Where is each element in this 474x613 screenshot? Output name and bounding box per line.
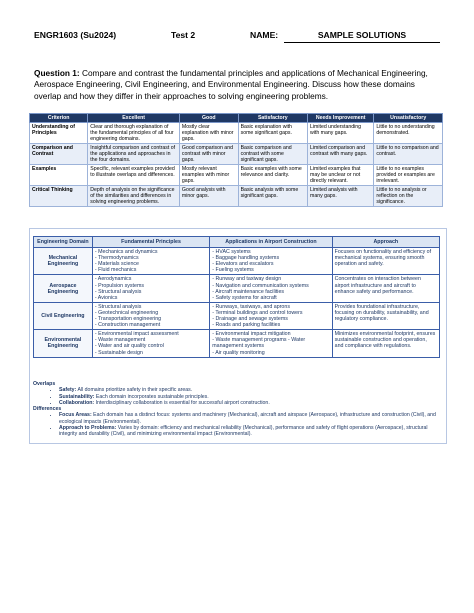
- application-item: - Safety systems for aircraft: [212, 294, 277, 301]
- application-item: - Terminal buildings and control towers: [212, 309, 303, 316]
- overlap-term: Collaboration:: [59, 399, 95, 406]
- principle-item: - Construction management: [94, 322, 161, 329]
- rubric-cell: Basic analysis with some significant gaps.: [238, 186, 307, 207]
- rubric-cell: Basic explanation with some significant gaps.: [238, 123, 307, 144]
- rubric-row: [30, 186, 443, 207]
- application-item: - Baggage handling systems: [212, 255, 280, 262]
- rubric-cell: Good analysis with minor gaps.: [179, 186, 238, 207]
- approach-cell: Provides foundational infrastructure, focusing on durability, sustainability, and regulatory compliance.: [332, 302, 439, 329]
- question-body: Compare and contrast the fundamental principles and applications of Mechanical Engineering, Aerospace Engineering, Civil Engineering, and Environmental Engineering. Discuss how these domains overlap and how they differ in their approaches to solving engineering problems.: [34, 68, 428, 101]
- rubric-table: [29, 113, 443, 207]
- difference-term: Approach to Problems:: [59, 425, 117, 432]
- approach-cell: Concentrates on interaction between airport infrastructure and aircraft to enhance safety and performance.: [332, 275, 439, 302]
- principle-item: - Transportation engineering: [94, 316, 162, 323]
- rubric-row: [30, 165, 443, 186]
- rubric-cell: Limited understanding with many gaps.: [308, 123, 374, 144]
- overlap-text: Interdisciplinary collaboration is essential for successful airport construction.: [94, 399, 270, 406]
- domain-name: Mechanical Engineering: [34, 248, 93, 275]
- rubric-cell: Examples: [30, 165, 88, 186]
- difference-item: [59, 425, 438, 438]
- applications-cell: [210, 330, 332, 357]
- rubric-cell: Limited analysis with many gaps.: [308, 186, 374, 207]
- application-item: - Runway and taxiway design: [212, 276, 282, 283]
- principle-item: - Materials science: [94, 261, 139, 268]
- rubric-header: Excellent: [88, 114, 180, 123]
- rubric-cell: Little to no comparison and contrast.: [374, 144, 443, 165]
- application-item: - Drainage and sewage systems: [212, 316, 288, 323]
- principles-cell: [92, 275, 209, 302]
- principle-item: - Environmental impact assessment: [94, 331, 179, 338]
- name-label: NAME:: [250, 30, 279, 40]
- rubric-cell: Mostly clear explanation with minor gaps.: [179, 123, 238, 144]
- domain-comparison-table: [33, 236, 440, 358]
- notes-section: [33, 381, 438, 438]
- domain-header: Applications in Airport Construction: [210, 237, 332, 248]
- rubric-cell: Limited comparison and contrast with many gaps.: [308, 144, 374, 165]
- principle-item: - Propulsion systems: [94, 282, 145, 289]
- overlaps-heading: Overlaps: [33, 381, 56, 387]
- question-label: Question 1:: [34, 68, 80, 78]
- domain-header: Engineering Domain: [34, 237, 93, 248]
- rubric-cell: Basic examples with some relevance and clarity.: [238, 165, 307, 186]
- application-item: - Fueling systems: [212, 267, 254, 274]
- principle-item: - Thermodynamics: [94, 255, 139, 262]
- domain-header-row: [34, 237, 440, 248]
- rubric-cell: Understanding of Principles: [30, 123, 88, 144]
- principle-item: - Fluid mechanics: [94, 267, 137, 274]
- difference-text: Varies by domain: efficiency and mechanical reliability (Mechanical), performance and safety of flight operations (Aerospace), structural integrity and durability (Civil), and minimizing environmental impact (Environmental).: [59, 425, 428, 438]
- rubric-cell: Basic comparison and contrast with some significant gaps.: [238, 144, 307, 165]
- principles-cell: [92, 302, 209, 329]
- domain-name: Aerospace Engineering: [34, 275, 93, 302]
- rubric-header: Needs Improvement: [308, 114, 374, 123]
- domain-row: [34, 248, 440, 275]
- domain-header: Fundamental Principles: [92, 237, 209, 248]
- rubric-cell: Little to no examples provided or examples are irrelevant.: [374, 165, 443, 186]
- question-text: [34, 68, 444, 102]
- approach-cell: Minimizes environmental footprint, ensures sustainable construction and operation, and compliance with regulations.: [332, 330, 439, 357]
- rubric-header: Good: [179, 114, 238, 123]
- applications-cell: [210, 275, 332, 302]
- difference-term: Focus Areas:: [59, 412, 92, 419]
- differences-heading: Differences: [33, 406, 62, 413]
- differences-list: [33, 412, 438, 437]
- application-item: - Elevators and escalators: [212, 261, 274, 268]
- rubric-row: [30, 144, 443, 165]
- rubric-cell: Depth of analysis on the significance of the similarities and differences in solving engineering problems.: [88, 186, 180, 207]
- rubric-cell: Little to no analysis or reflection on the significance.: [374, 186, 443, 207]
- rubric-cell: Mostly relevant examples with minor gaps.: [179, 165, 238, 186]
- domain-row: [34, 330, 440, 357]
- domain-row: [34, 275, 440, 302]
- application-item: - Air quality monitoring: [212, 349, 265, 356]
- test-label: Test 2: [171, 30, 196, 40]
- domain-header: Approach: [332, 237, 439, 248]
- application-item: - Environmental impact mitigation: [212, 331, 291, 338]
- domain-row: [34, 302, 440, 329]
- overlap-text: Each domain incorporates sustainable principles.: [94, 393, 209, 400]
- applications-cell: [210, 248, 332, 275]
- principle-item: - Geotechnical engineering: [94, 309, 159, 316]
- page-header: [34, 28, 440, 44]
- principle-item: - Water and air quality control: [94, 343, 164, 350]
- overlap-term: Sustainability:: [59, 393, 95, 400]
- rubric-header-row: [30, 114, 443, 123]
- principle-item: - Structural analysis: [94, 303, 142, 310]
- rubric-cell: Insightful comparison and contrast of the applications and approaches in the four domains.: [88, 144, 180, 165]
- rubric-cell: Good comparison and contrast with minor gaps.: [179, 144, 238, 165]
- principles-cell: [92, 248, 209, 275]
- application-item: - Roads and parking facilities: [212, 322, 281, 329]
- rubric-header: Satisfactory: [238, 114, 307, 123]
- rubric-header: Unsatisfactory: [374, 114, 443, 123]
- rubric-cell: Comparison and Contrast: [30, 144, 88, 165]
- overlap-term: Safety:: [59, 387, 77, 394]
- domain-name: Civil Engineering: [34, 302, 93, 329]
- principle-item: - Sustainable design: [94, 349, 143, 356]
- principle-item: - Waste management: [94, 337, 146, 344]
- application-item: - Navigation and communication systems: [212, 282, 309, 289]
- principle-item: - Mechanics and dynamics: [94, 249, 158, 256]
- application-item: - HVAC systems: [212, 249, 251, 256]
- domain-name: Environmental Engineering: [34, 330, 93, 357]
- rubric-row: [30, 123, 443, 144]
- approach-cell: Focuses on functionality and efficiency of mechanical systems, ensuring smooth operation and safety.: [332, 248, 439, 275]
- rubric-cell: Limited examples that may be unclear or not directly relevant.: [308, 165, 374, 186]
- rubric-header: Criterion: [30, 114, 88, 123]
- difference-text: Each domain has a distinct focus: systems and machinery (Mechanical), aircraft and airspace (Aerospace), infrastructure and construction (Civil), and ecological impacts (Environmental).: [59, 412, 436, 425]
- application-item: - Aircraft maintenance facilities: [212, 288, 285, 295]
- applications-cell: [210, 302, 332, 329]
- rubric-cell: Critical Thinking: [30, 186, 88, 207]
- rubric-cell: Little to no understanding demonstrated.: [374, 123, 443, 144]
- name-value: SAMPLE SOLUTIONS: [284, 30, 440, 43]
- overlaps-list: [33, 387, 438, 406]
- difference-item: [59, 412, 438, 425]
- application-item: - Runways, taxiways, and aprons: [212, 303, 290, 310]
- principles-cell: [92, 330, 209, 357]
- principle-item: - Structural analysis: [94, 288, 142, 295]
- rubric-cell: Specific, relevant examples provided to illustrate overlaps and differences.: [88, 165, 180, 186]
- overlap-text: All domains prioritize safety in their specific areas.: [76, 387, 193, 394]
- course-code: ENGR1603 (Su2024): [34, 30, 117, 40]
- rubric-cell: Clear and thorough explanation of the fundamental principles of all four engineering domains.: [88, 123, 180, 144]
- principle-item: - Aerodynamics: [94, 276, 132, 283]
- application-item: - Waste management programs - Water management systems: [212, 337, 306, 350]
- principle-item: - Avionics: [94, 294, 118, 301]
